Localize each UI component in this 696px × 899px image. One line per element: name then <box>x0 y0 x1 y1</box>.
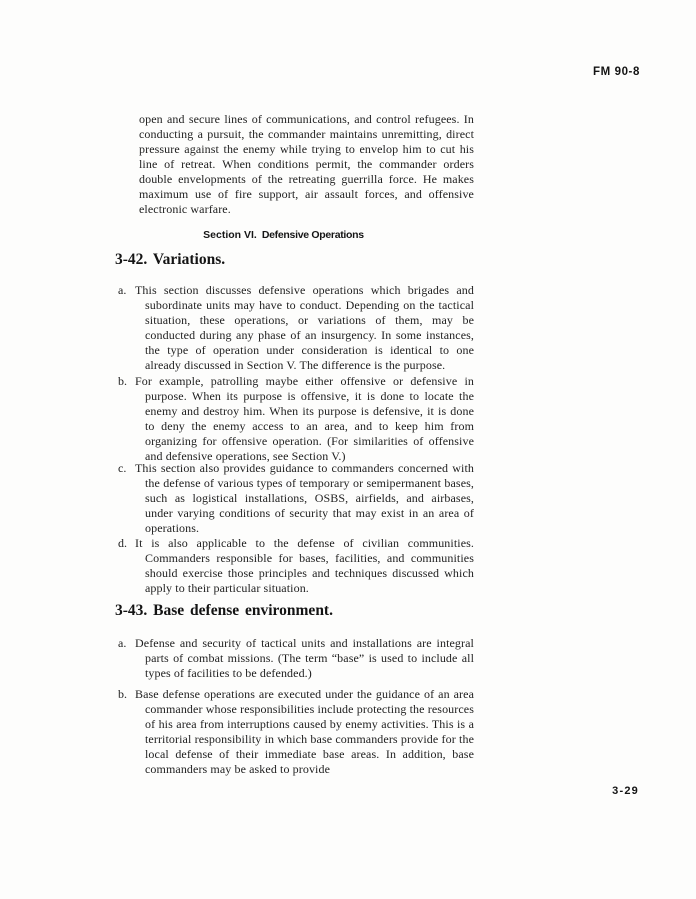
intro-paragraph: open and secure lines of communications, and control refugees. In conducting a pursuit, the commander maintains unremitting, direct pressure against the enemy while trying to envelop him to cut his line of retreat. When conditions permit, the commander orders double envelopments of the retreating guerrilla force. He makes maximum use of fire support, air assault forces, and offensive electronic warfare. <box>139 112 474 216</box>
list-item-3-42-a <box>117 283 474 373</box>
section-title: Defensive Operations <box>261 229 364 241</box>
item-marker: a. <box>118 636 127 650</box>
item-text: Base defense operations are executed under the guidance of an area commander whose responsibilities include protecting the resources of his area from interruptions caused by enemy activities. This is a territorial responsibility in which base commanders provide for the local defense of their immediate base areas. In addition, base commanders may be asked to provide <box>135 687 474 776</box>
list-item-3-42-c <box>117 461 474 536</box>
list-item-3-42-d <box>117 536 474 596</box>
paragraph-number: 3-42. <box>115 251 148 268</box>
item-marker: c. <box>118 461 127 475</box>
paragraph-heading-3-43 <box>115 602 333 620</box>
document-code: FM 90-8 <box>592 66 640 78</box>
item-marker: d. <box>118 536 127 550</box>
paragraph-heading-3-42 <box>115 251 225 269</box>
item-marker: b. <box>118 687 127 701</box>
list-item-3-43-b <box>117 687 474 777</box>
paragraph-number: 3-43. <box>115 602 148 619</box>
item-text: Defense and security of tactical units and installations are integral parts of combat missions. (The term “base” is used to include all types of facilities to be defended.) <box>135 636 474 680</box>
list-item-3-43-a <box>117 636 474 681</box>
paragraph-title: Variations. <box>152 251 226 268</box>
item-marker: b. <box>118 374 127 388</box>
item-text: For example, patrolling maybe either offensive or defensive in purpose. When its purpose is offensive, it is done to locate the enemy and destroy him. When its purpose is defensive, it is done to deny the enemy access to an area, and to keep him from organizing for offensive operation. (For similarities of offensive and defensive operations, see Section V.) <box>135 374 474 463</box>
section-number: Section VI. <box>203 229 257 241</box>
page-number: 3-29 <box>612 785 639 797</box>
item-marker: a. <box>118 283 127 297</box>
paragraph-title: Base defense environment. <box>153 602 333 619</box>
list-item-3-42-b <box>117 374 474 464</box>
item-text: This section also provides guidance to commanders concerned with the defense of various types of temporary or semipermanent bases, such as logistical installations, OSBS, airfields, and airbases, under varying conditions of security that may exist in an area of operations. <box>135 461 474 535</box>
section-heading <box>117 229 474 241</box>
item-text: This section discusses defensive operations which brigades and subordinate units may have to conduct. Depending on the tactical situation, these operations, or variations of them, may be conducted during any phase of an insurgency. In some instances, the type of operation under consideration is identical to one already discussed in Section V. The difference is the purpose. <box>135 283 474 372</box>
item-text: It is also applicable to the defense of civilian communities. Commanders responsible for bases, facilities, and communities should exercise those principles and techniques discussed which apply to their particular situation. <box>135 536 474 595</box>
